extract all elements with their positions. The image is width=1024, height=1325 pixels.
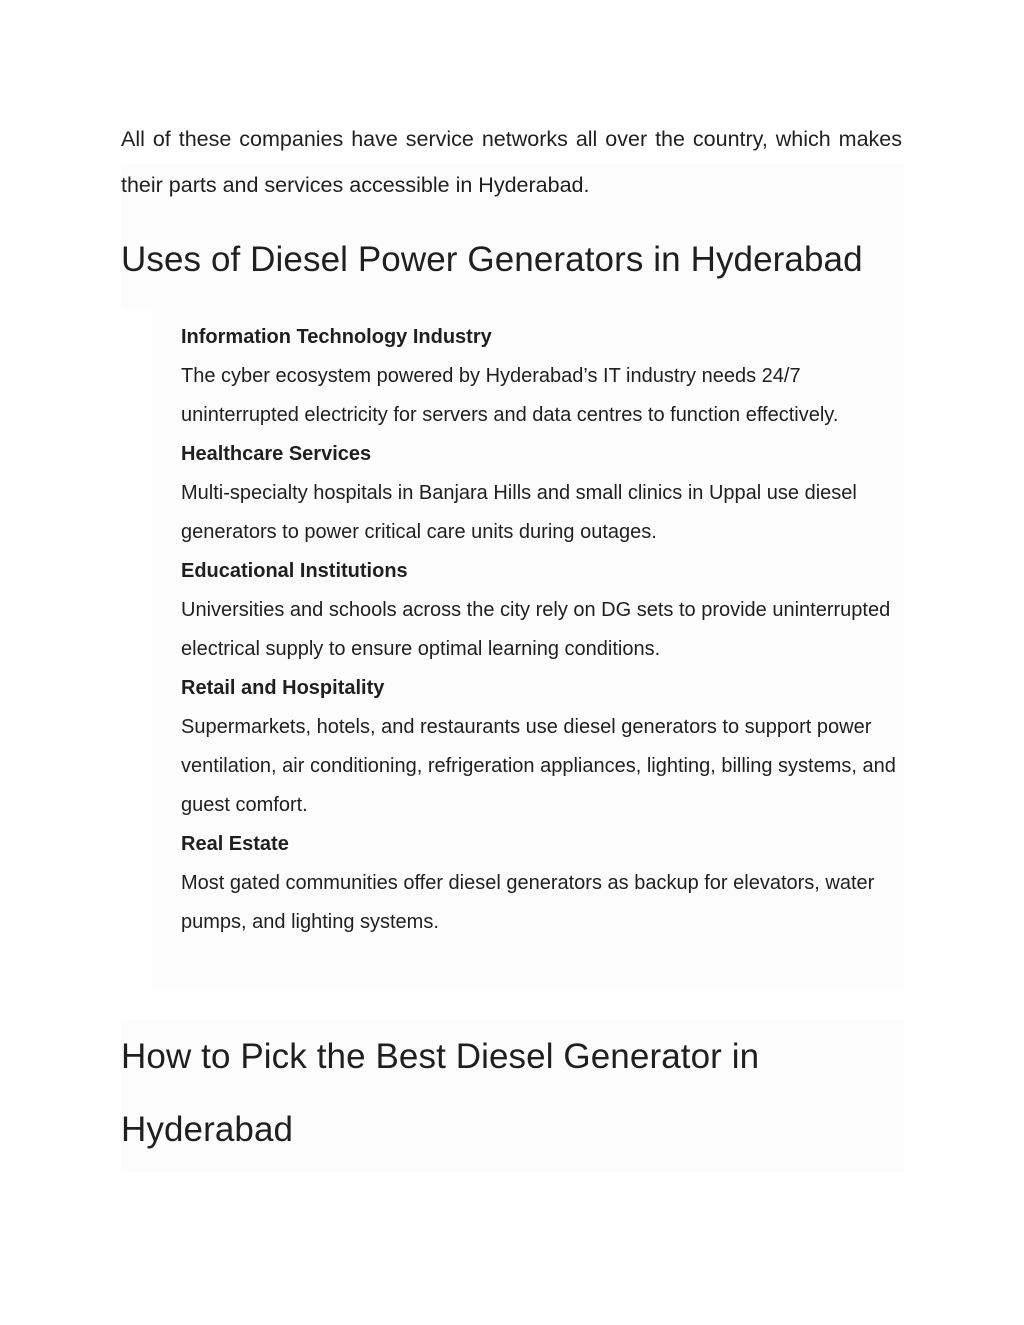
list-item-title: Educational Institutions [181, 560, 408, 582]
list-item-title: Healthcare Services [181, 443, 372, 465]
list-item-title: Retail and Hospitality [181, 677, 385, 699]
list-item-description: Supermarkets, hotels, and restaurants use diesel generators to support power ventilation, air conditioning, refrigeration appliances, lighting, billing systems, and guest comfort. [181, 716, 896, 816]
list-item [181, 552, 906, 669]
list-item-description: Most gated communities offer diesel generators as backup for elevators, water pumps, and lighting systems. [181, 872, 875, 933]
pick-heading: How to Pick the Best Diesel Generator in Hyderabad [121, 1037, 760, 1149]
intro-paragraph: All of these companies have service networks all over the country, which makes their parts and services accessible in Hyderabad. [121, 127, 902, 197]
list-item [181, 669, 906, 825]
list-item-description: Universities and schools across the city rely on DG sets to provide uninterrupted electrical supply to ensure optimal learning conditions. [181, 599, 891, 660]
list-item-description: Multi-specialty hospitals in Banjara Hills and small clinics in Uppal use diesel generators to power critical care units during outages. [181, 482, 857, 543]
uses-list [181, 318, 906, 942]
list-item [181, 318, 906, 435]
list-item-title: Real Estate [181, 833, 289, 855]
list-item-title: Information Technology Industry [181, 326, 492, 348]
list-item-description: The cyber ecosystem powered by Hyderabad’s IT industry needs 24/7 uninterrupted electricity for servers and data centres to function effectively. [181, 365, 839, 426]
list-item [181, 435, 906, 552]
list-item [181, 825, 906, 942]
uses-heading: Uses of Diesel Power Generators in Hyderabad [121, 240, 863, 279]
